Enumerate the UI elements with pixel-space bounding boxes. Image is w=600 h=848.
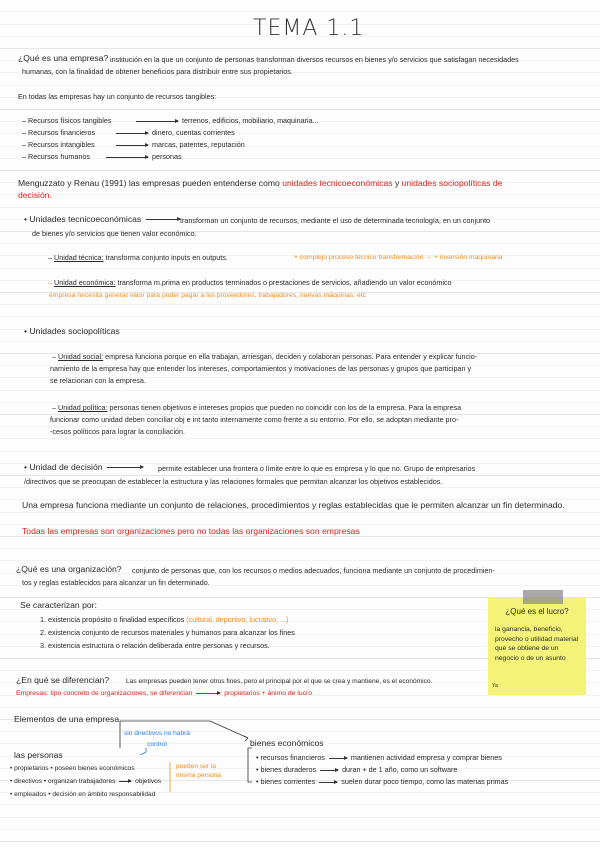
politica-line1: – Unidad política: personas tienen objetivos e intereses propios que pueden no coincidir con los de la empresa. Para la empresa (52, 403, 462, 412)
recurso-label: Recursos financieros (28, 128, 96, 137)
sticky-body: la ganancia, beneficio, provecho o utilidad material que se obtiene de un negocio o de un asunto (495, 626, 579, 662)
recurso-item: – Recursos financieros (22, 128, 96, 137)
directivos-line: • directivos • organizan trabajadores objetivos (10, 778, 162, 785)
corrientes-line: • bienes corrientes suelen durar poco tiempo, como las materias primas (256, 777, 509, 786)
organizacion-line1: conjunto de personas que, con los recursos o medios adecuados, funciona mediante un conjunto de procedimien- (132, 566, 495, 575)
tecnica-orange: + complejo proceso técnico transformación → + inversión maquinaria (294, 254, 503, 261)
politica-line3: -cesos políticos para lograr la conciliación. (50, 427, 186, 436)
elementos-blue-note: sin directivos no habrá control (124, 730, 190, 748)
socio-head: • Unidades sociopolíticas (24, 326, 120, 336)
recurso-label: Recursos físicos tangibles (28, 116, 112, 125)
personas-head: las personas (14, 750, 63, 760)
social-line1: – Unidad social: empresa funciona porque en ella trabajan, arriesgan, deciden y colaboran personas. Para entender y explicar funcio- (52, 352, 478, 361)
menguzzato-line: Menguzzato y Renau (1991) las empresas pueden entenderse como unidades tecnicoeconómicas y unidades sociopolíticas de (18, 178, 503, 188)
recurso-item: – Recursos intangibles (22, 140, 95, 149)
bienes-head: bienes económicos (250, 738, 324, 748)
recursos-intro: En todas las empresas hay un conjunto de recursos tangibles: (18, 92, 217, 101)
sticky-title: ¿Qué es el lucro? (505, 607, 569, 616)
social-line3: se relacionan con la empresa. (50, 376, 146, 385)
difieren-line1: Las empresas pueden tener otros fines, pero el principal por el que se crea y mantiene, es el económico. (126, 678, 433, 685)
recurso-label: Recursos intangibles (28, 140, 95, 149)
empresa-def-line2: humanas, con la finalidad de obtener beneficios para distribuir entre sus propietarios. (22, 67, 293, 76)
tecnico-head: • Unidades tecnicoeconómicas (24, 214, 182, 225)
caracterizan-head: Se caracterizan por: (20, 600, 97, 610)
caracteristica-item: 1. existencia propósito o finalidad específicos (cultural, deportivo, lucrativo, ...) (40, 615, 289, 624)
tecnico-desc2: de bienes y/o servicios que tienen valor económico. (32, 229, 197, 238)
recurso-item: – Recursos humanos (22, 152, 90, 161)
caracteristica-item: 2. existencia conjunto de recursos materiales y humanos para alcanzar los fines (40, 628, 295, 637)
difieren-red: Empresas: tipo concreto de organizaciones, se diferencian propietarios + ánimo de lucro (16, 690, 313, 697)
recurso-desc: marcas, patentes, reputación (114, 139, 245, 150)
blue-connector (140, 748, 146, 755)
organizacion-question: ¿Qué es una organización? (16, 564, 122, 574)
decision-head: • Unidad de decisión (24, 462, 145, 473)
organizacion-line2: tos y reglas establecidos para alcanzar un fin determinado. (22, 578, 210, 587)
social-line2: namiento de la empresa hay que entender los intereses, comportamientos y motivaciones de las personas y grupos que participan y (50, 364, 472, 373)
duraderos-line: • bienes duraderos duran + de 1 año, como un software (256, 765, 458, 774)
tecnica-line: – Unidad técnica: transforma conjunto inputs en outputs. (48, 253, 228, 262)
empresa-def-line1: institución en la que un conjunto de personas transforman diversos recursos en bienes y/o servicios que satisfagan necesidades (110, 55, 519, 64)
bienes-brace (248, 748, 252, 782)
orange-note: pueden ser la misma persona (176, 763, 222, 779)
menguzzato-red-end: decisión. (18, 190, 52, 200)
propietarios-line: • propietarios • poseen bienes económicos (10, 765, 135, 772)
recurso-desc: terrenos, edificios, mobiliario, maquinaria... (134, 115, 319, 126)
difieren-question: ¿En qué se diferencian? (16, 675, 110, 685)
recursos-financieros-line: • recursos financieros mantienen actividad empresa y comprar bienes (256, 753, 502, 762)
sticky-mark: Ya (492, 683, 498, 689)
decision-desc1: permite establecer una frontera o límite entre lo que es empresa y lo que no. Grupo de empresarios (158, 464, 476, 473)
page-title: TEMA 1.1 (253, 16, 365, 41)
politica-line2: funcionar como unidad deben conciliar obj e int tanto internamente como frente a su entorno. Por ello, se adoptan mediante pro- (50, 415, 459, 424)
decision-desc2: /directivos que se preocupan de establecer la estructura y las relaciones formales que permitan alcanzar los objetivos establecidos. (24, 477, 443, 486)
connector-line (120, 721, 248, 738)
recurso-label: Recursos humanos (28, 152, 90, 161)
recurso-desc: personas (104, 151, 182, 162)
economica-line: – Unidad económica: transforma m.prima en productos terminados o prestaciones de servicios, añadiendo un valor económico (48, 278, 452, 287)
empleados-line: • empleados • decisión en ámbito responsabilidad (10, 791, 156, 798)
funciona-text: Una empresa funciona mediante un conjunto de relaciones, procedimientos y reglas establecidas que le permiten alcanzar un fin determinado. (22, 500, 565, 510)
recurso-desc: dinero, cuentas corrientes (114, 127, 235, 138)
recurso-item: – Recursos físicos tangibles (22, 116, 112, 125)
caracteristica-item: 3. existencia estructura o relación deliberada entre personas y recursos. (40, 641, 270, 650)
todas-red-text: Todas las empresas son organizaciones pero no todas las organizaciones son empresas (22, 526, 360, 536)
empresa-question: ¿Qué es una empresa? (18, 53, 109, 63)
tecnico-desc1: transforman un conjunto de recursos, mediante el uso de determinada tecnología, en un conjunto (180, 216, 491, 225)
elementos-head: Elementos de una empresa (14, 714, 120, 724)
economica-orange: empresa necesita generar valor para poder pagar a los proveedores, trabajadores, nuevas máquinas, etc (49, 292, 366, 299)
